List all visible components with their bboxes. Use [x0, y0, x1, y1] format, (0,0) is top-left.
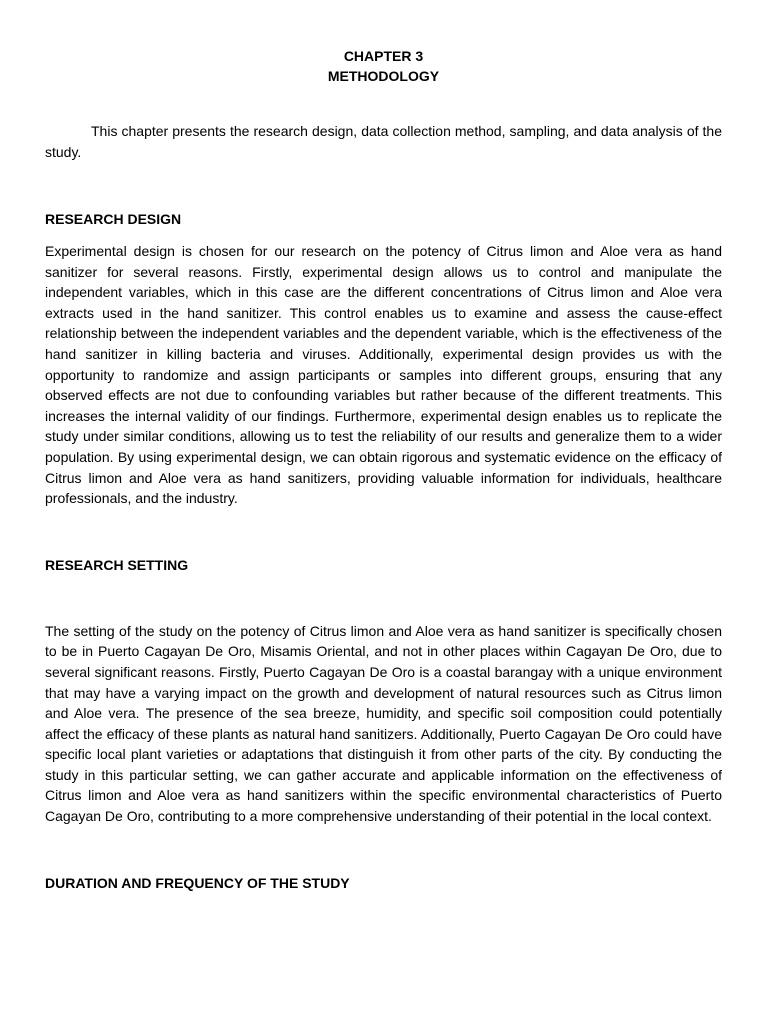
document-page: [45, 0, 722, 893]
intro-paragraph: This chapter presents the research design, data collection method, sampling, and data analysis of the study.: [45, 123, 722, 160]
chapter-number: CHAPTER 3: [343, 48, 424, 64]
chapter-title: METHODOLOGY: [327, 68, 440, 84]
research-setting-heading: RESEARCH SETTING: [45, 556, 189, 573]
research-design-paragraph: Experimental design is chosen for our research on the potency of Citrus limon and Aloe vera as hand sanitizer for several reasons. Firstly, experimental design allows us to control and manipulate the independent variables, which in this case are the different concentrations of Citrus limon and Aloe vera extracts used in the hand sanitizer. This control enables us to examine and assess the cause-effect relationship between the independent variables and the dependent variable, which is the effectiveness of the hand sanitizer in killing bacteria and viruses. Additionally, experimental design provides us with the opportunity to randomize and assign participants or samples into different groups, ensuring that any observed effects are not due to confounding variables but rather because of the different treatments. This increases the internal validity of our findings. Furthermore, experimental design enables us to replicate the study under similar conditions, allowing us to test the reliability of our results and generalize them to a wider population. By using experimental design, we can obtain rigorous and systematic evidence on the efficacy of Citrus limon and Aloe vera as hand sanitizers, providing valuable information for individuals, healthcare professionals, and the industry.: [45, 243, 722, 507]
chapter-heading: [45, 46, 722, 86]
duration-heading: DURATION AND FREQUENCY OF THE STUDY: [45, 874, 350, 891]
research-design-heading: RESEARCH DESIGN: [45, 211, 182, 227]
research-setting-paragraph: The setting of the study on the potency of Citrus limon and Aloe vera as hand sanitizer is specifically chosen to be in Puerto Cagayan De Oro, Misamis Oriental, and not in other places within Cagayan De Oro, due to several significant reasons. Firstly, Puerto Cagayan De Oro is a coastal barangay with a unique environment that may have a varying impact on the growth and development of natural resources such as Citrus limon and Aloe vera. The presence of the sea breeze, humidity, and specific soil composition could potentially affect the efficacy of these plants as natural hand sanitizers. Additionally, Puerto Cagayan De Oro could have specific local plant varieties or adaptations that distinguish it from other parts of the city. By conducting the study in this particular setting, we can gather accurate and applicable information on the effectiveness of Citrus limon and Aloe vera as hand sanitizers within the specific environmental characteristics of Puerto Cagayan De Oro, contributing to a more comprehensive understanding of their potential in the local context.: [45, 622, 722, 825]
